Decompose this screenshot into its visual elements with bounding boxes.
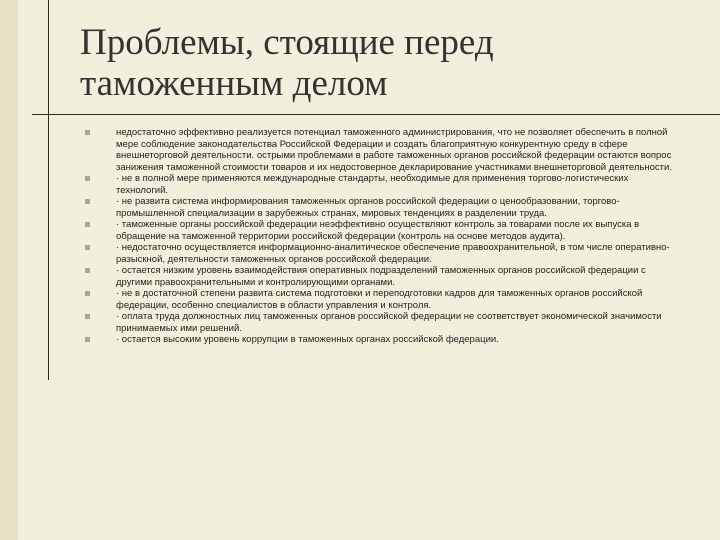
bullet-item: · не в достаточной степени развита система подготовки и переподготовки кадров для таможенных органов российской федерации, особенно специалистов в области управления и контроля. [82,288,682,311]
bullet-list [82,127,682,346]
bullet-item: · таможенные органы российской федерации неэффективно осуществляют контроль за товарами после их выпуска в обращение на таможенной территории российской федерации (контроль на основе методов аудита). [82,219,682,242]
slide-title-line-2: таможенным делом [80,63,388,104]
bullet-item: · остается низким уровень взаимодействия оперативных подразделений таможенных органов российской федерации с другими правоохранительными и контролирующими органами. [82,265,682,288]
bullet-item: · остается высоким уровень коррупции в таможенных органах российской федерации. [82,334,682,346]
title-underline [32,114,720,115]
bullet-item: · оплата труда должностных лиц таможенных органов российской федерации не соответствует экономической значимости принимаемых ими решений. [82,311,682,334]
slide-title [80,22,680,104]
bullet-item: · не в полной мере применяются международные стандарты, необходимые для применения торгово-логистических технологий. [82,173,682,196]
bullet-item: · недостаточно осуществляется информационно-аналитическое обеспечение правоохранительной, в том числе оперативно-разыскной, деятельности таможенных органов российской федерации. [82,242,682,265]
vertical-divider-line [48,0,49,380]
bullet-item: · не развита система информирования таможенных органов российской федерации о ценообразовании, торгово-промышленной специализации в зарубежных странах, мировых тенденциях в разделении труда. [82,196,682,219]
slide-title-line-1: Проблемы, стоящие перед [80,22,494,63]
left-decorative-band [0,0,18,540]
bullet-item: недостаточно эффективно реализуется потенциал таможенного администрирования, что не позволяет обеспечить в полной мере соблюдение законодательства Российской Федерации и создать благоприятную конкурентную среду в сфере внешнеторговой деятельности. острыми проблемами в работе таможенных органов российской федерации остаются вопрос занижения таможенной стоимости товаров и их недостоверное декларирование участниками внешнеторговой деятельности. [82,127,682,173]
